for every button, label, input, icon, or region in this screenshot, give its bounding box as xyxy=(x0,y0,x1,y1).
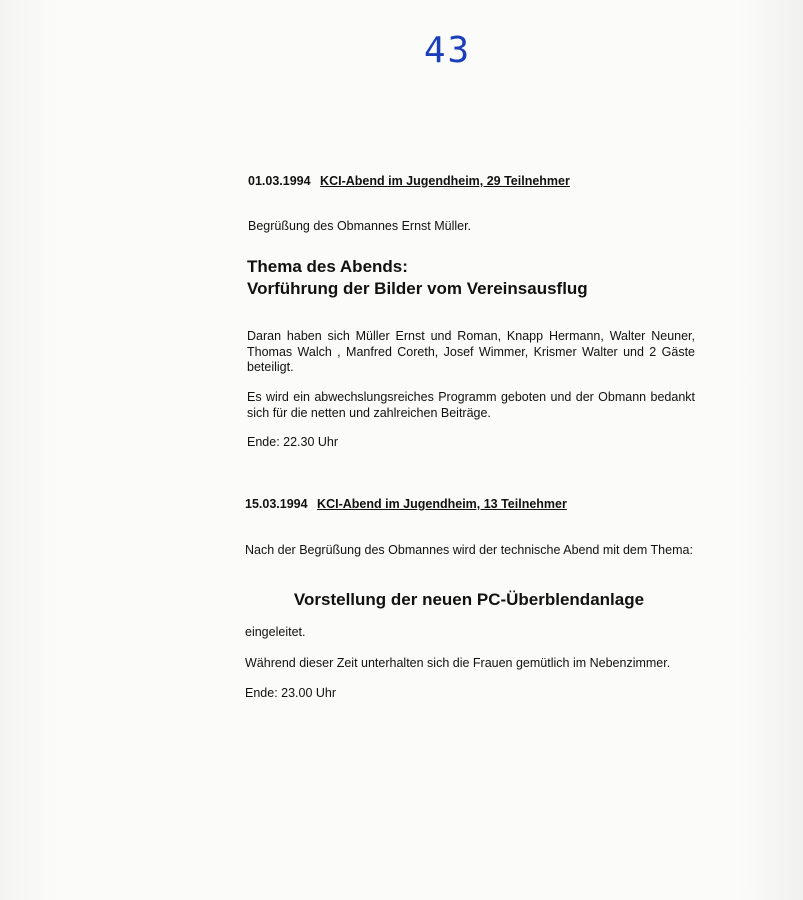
entry-header xyxy=(248,174,570,188)
program-text: Es wird ein abwechslungsreiches Programm geboten und der Obmann bedankt sich für die netten und zahlreichen Beiträge. xyxy=(247,390,695,420)
theme-heading xyxy=(247,256,588,300)
entry-title: KCI-Abend im Jugendheim, 29 Teilnehmer xyxy=(320,174,570,188)
page-number: 43 xyxy=(423,30,472,71)
theme-heading-line1: Thema des Abends: xyxy=(247,257,408,276)
greeting-text: Begrüßung des Obmannes Ernst Müller. xyxy=(248,219,472,233)
entry-header xyxy=(245,497,567,511)
intro-text: Nach der Begrüßung des Obmannes wird der technische Abend mit dem Thema: xyxy=(245,543,693,557)
entry-date: 15.03.1994 xyxy=(245,497,308,511)
after-theme-text: eingeleitet. xyxy=(245,625,306,639)
theme-heading-line2: Vorführung der Bilder vom Vereinsausflug xyxy=(247,279,588,298)
participants-text: Daran haben sich Müller Ernst und Roman, Knapp Hermann, Walter Neuner, Thomas Walch , Manfred Coreth, Josef Wimmer, Krismer Walter und 2 Gäste beteiligt. xyxy=(247,329,695,374)
end-time: Ende: 23.00 Uhr xyxy=(245,686,337,700)
end-time: Ende: 22.30 Uhr xyxy=(247,435,339,449)
theme-heading: Vorstellung der neuen PC-Überblendanlage xyxy=(293,590,645,609)
women-text: Während dieser Zeit unterhalten sich die Frauen gemütlich im Nebenzimmer. xyxy=(245,656,671,670)
entry-date: 01.03.1994 xyxy=(248,174,311,188)
entry-title: KCI-Abend im Jugendheim, 13 Teilnehmer xyxy=(317,497,567,511)
